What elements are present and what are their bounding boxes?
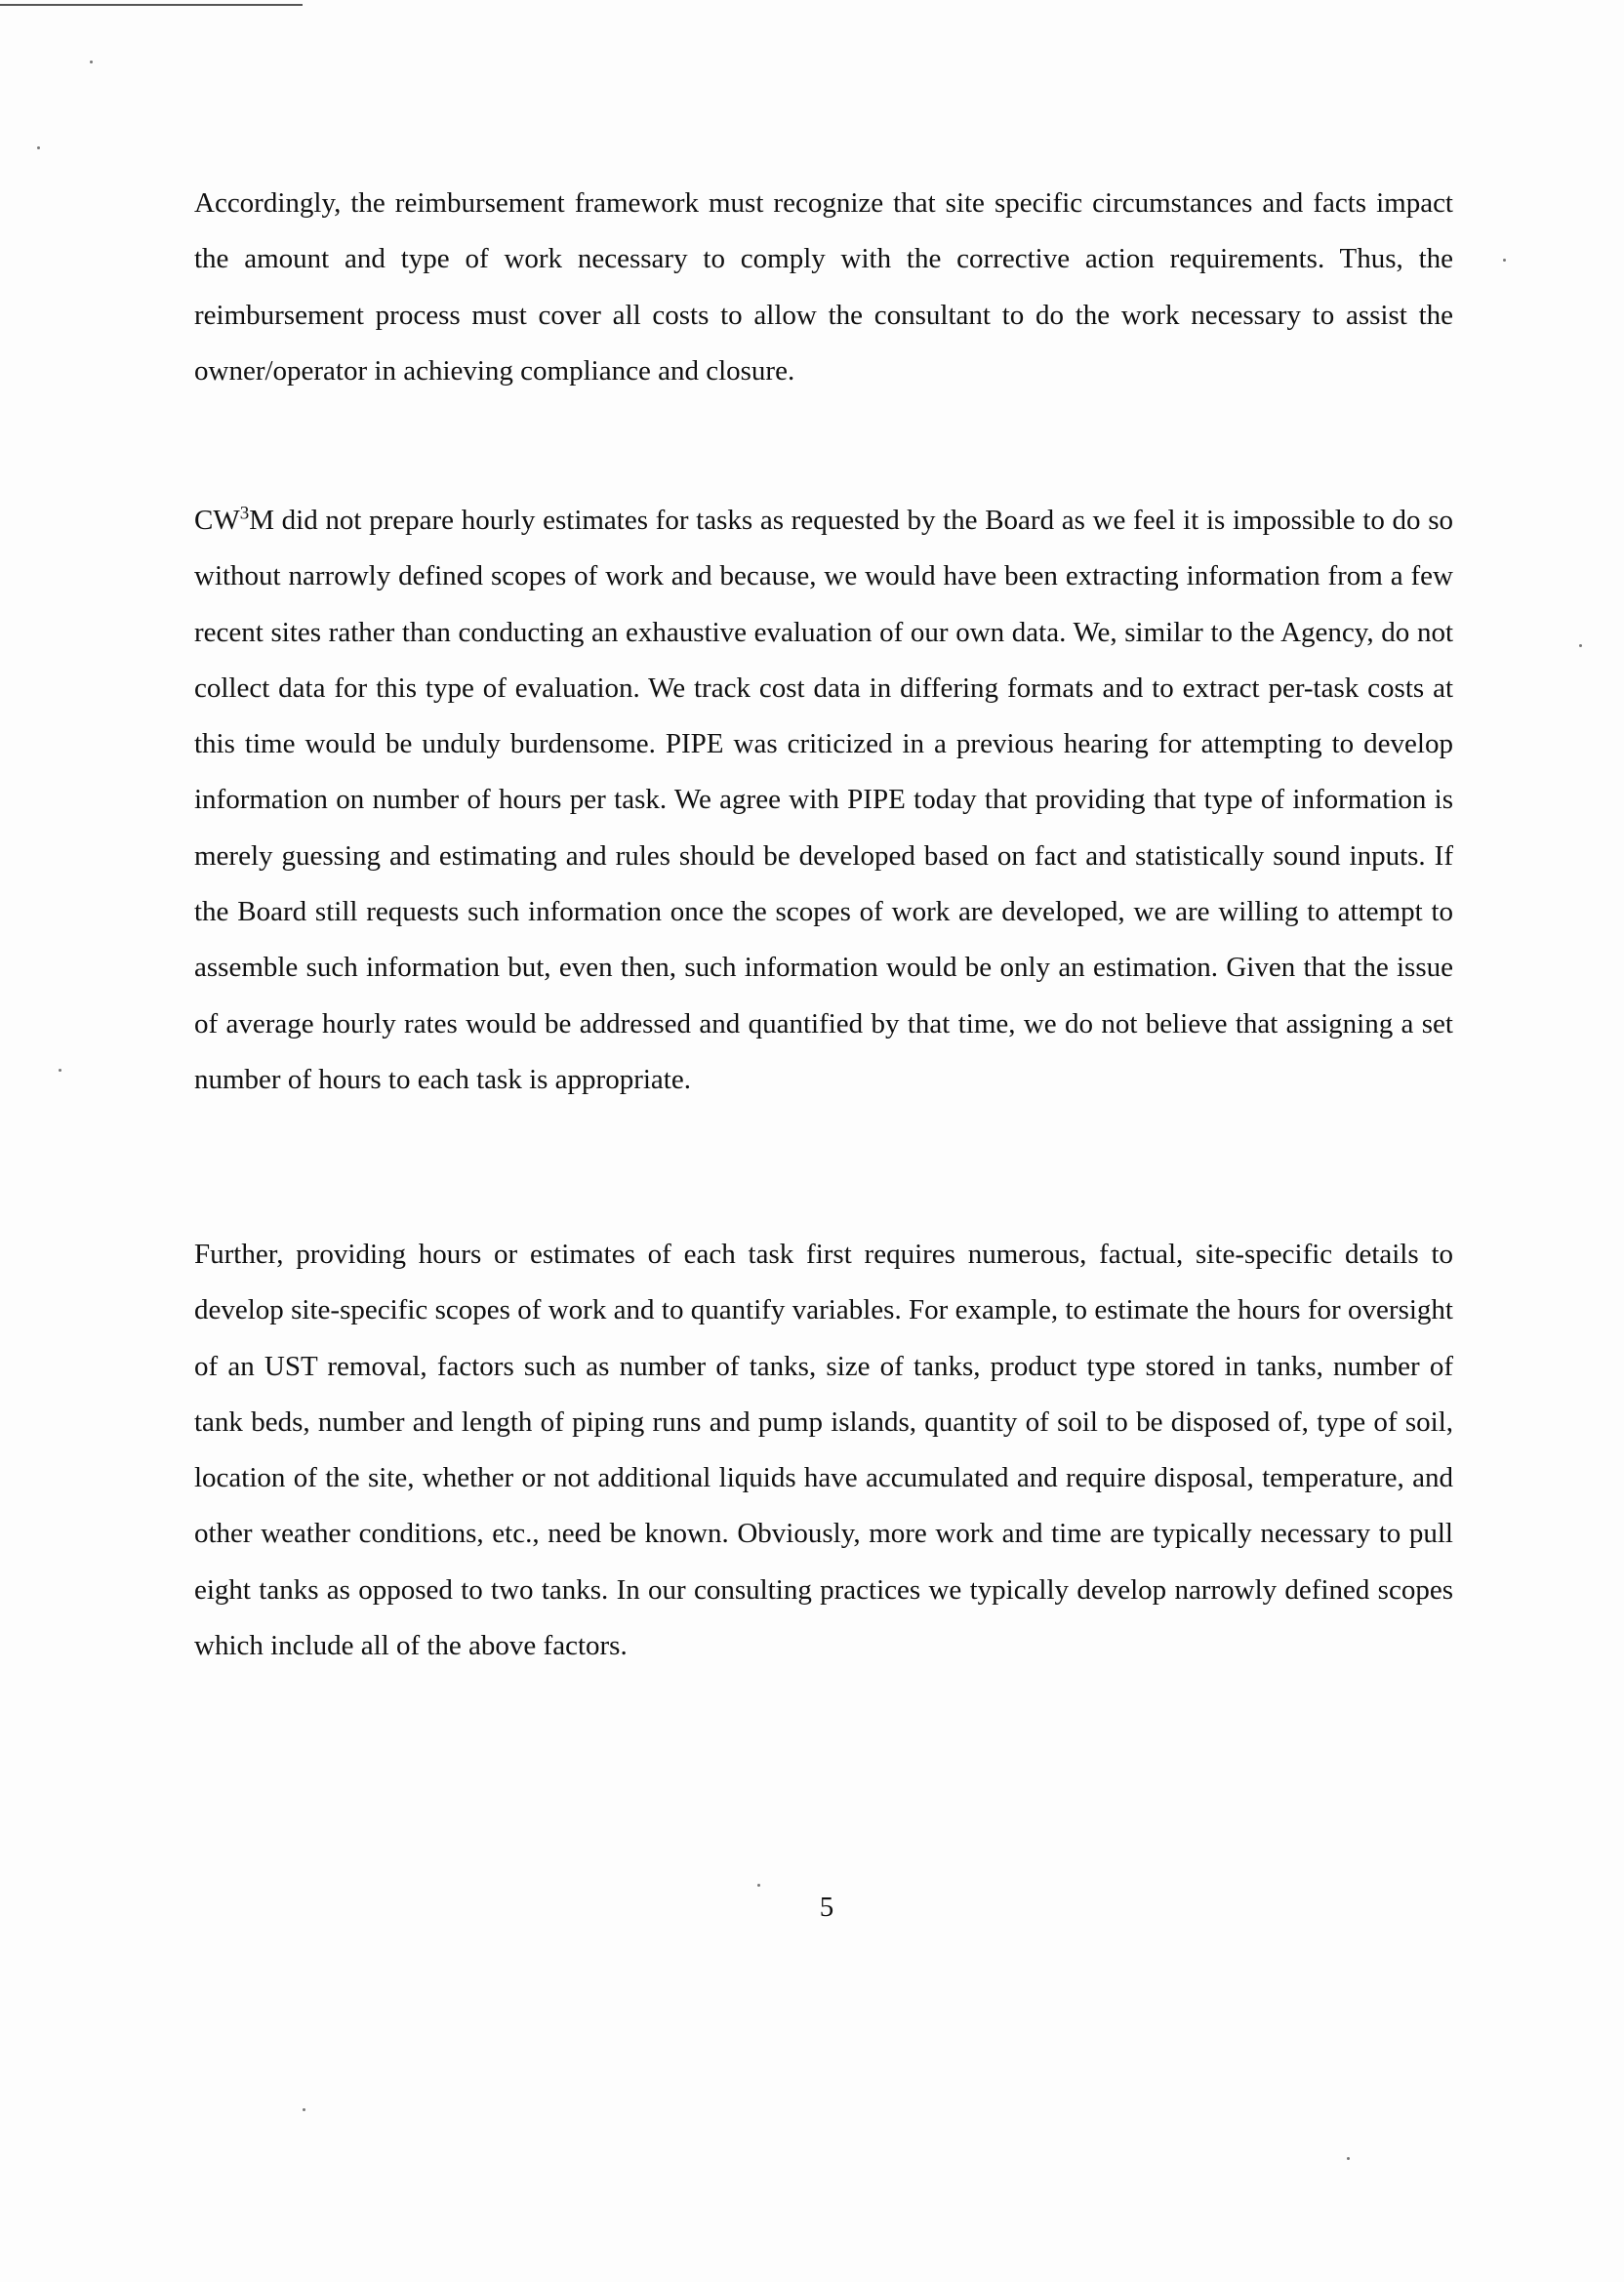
scan-artifact-line	[0, 4, 303, 6]
paragraph-3	[194, 1227, 1453, 1674]
paragraph-1	[194, 176, 1453, 399]
scan-speck	[1579, 644, 1582, 647]
paragraph-3-text: Further, providing hours or estimates of each task first requires numerous, factual, site-specific details to develop site-specific scopes of work and to quantify variables. For example, to estimate the hours for oversight of an UST removal, factors such as number of tanks, size of tanks, product type stored in tanks, number of tank beds, number and length of piping runs and pump islands, quantity of soil to be disposed of, type of soil, location of the site, whether or not additional liquids have accumulated and require disposal, temperature, and other weather conditions, etc., need be known. Obviously, more work and time are typically necessary to pull eight tanks as opposed to two tanks. In our consulting practices we typically develop narrowly defined scopes which include all of the above factors.	[194, 1239, 1453, 1662]
scan-speck	[37, 146, 40, 149]
paragraph-2-prefix: CW	[194, 505, 240, 536]
paragraph-1-text: Accordingly, the reimbursement framework must recognize that site specific circumstances and facts impact the amount and type of work necessary to comply with the corrective action requirements. Thus, the reimbursement process must cover all costs to allow the consultant to do the work necessary to assist the owner/operator in achieving compliance and closure.	[194, 187, 1453, 387]
paragraph-2	[194, 493, 1453, 1108]
scan-speck	[90, 61, 93, 63]
scan-speck	[757, 1884, 760, 1887]
scan-speck	[1347, 2157, 1350, 2160]
paragraph-2-text	[194, 493, 1453, 1108]
paragraph-2-superscript: 3	[239, 503, 250, 524]
scan-speck	[1503, 259, 1506, 262]
scan-speck	[59, 1069, 61, 1072]
page-number: 5	[819, 1892, 834, 1923]
scan-speck	[303, 2108, 305, 2111]
paragraph-2-rest: M did not prepare hourly estimates for tasks as requested by the Board as we feel it is impossible to do so without narrowly defined scopes of work and because, we would have been extracting information from a few recent sites rather than conducting an exhaustive evaluation of our own data. We, similar to the Agency, do not collect data for this type of evaluation. We track cost data in differing formats and to extract per-task costs at this time would be unduly burdensome. PIPE was criticized in a previous hearing for attempting to develop information on number of hours per task. We agree with PIPE today that providing that type of information is merely guessing and estimating and rules should be developed based on fact and statistically sound inputs. If the Board still requests such information once the scopes of work are developed, we are willing to attempt to assemble such information but, even then, such information would be only an estimation. Given that the issue of average hourly rates would be addressed and quantified by that time, we do not believe that assigning a set number of hours to each task is appropriate.	[194, 505, 1453, 1095]
